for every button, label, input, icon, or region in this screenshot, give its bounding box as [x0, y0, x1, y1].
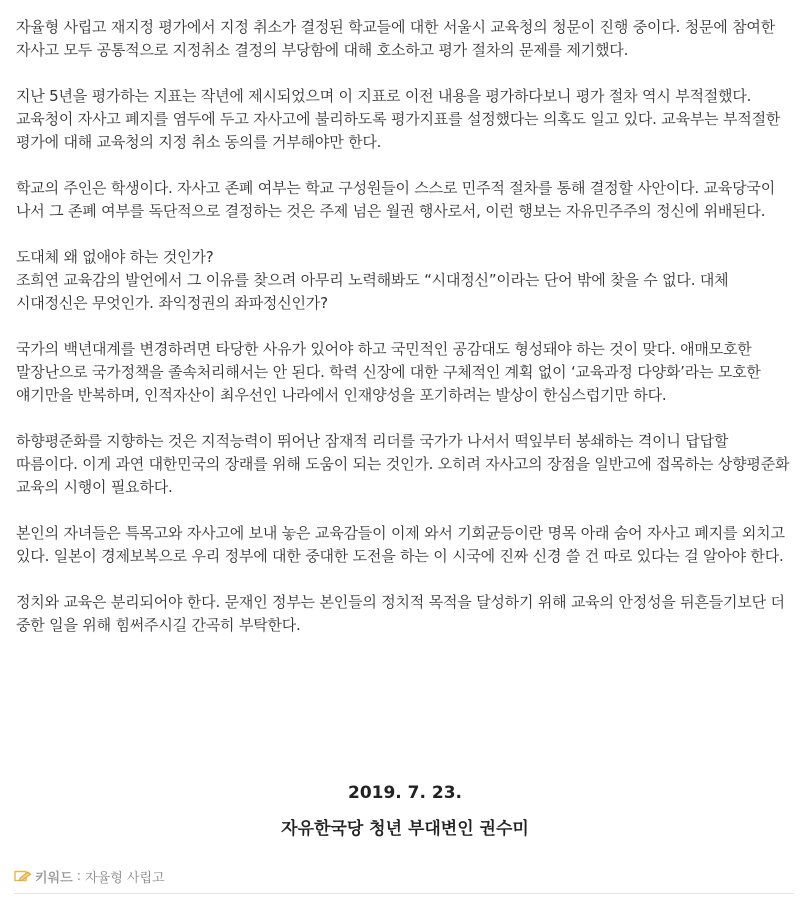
statement-author: 자유한국당 청년 부대변인 권수미 [281, 819, 529, 839]
keyword-bar [14, 866, 165, 886]
keyword-link[interactable]: 자율형 사립고 [85, 870, 165, 886]
pencil-icon [14, 869, 32, 883]
article-paragraph: 본인의 자녀들은 특목고와 자사고에 보내 놓은 교육감들이 이제 와서 기회균등이란 명목 아래 숨어 자사고 폐지를 외치고 있다. 일본이 경제보복으로 우리 정부에 대한 중대한 도전을 하는 이 시국에 진짜 신경 쓸 건 따로 있다는 걸 알아야 한다. [16, 524, 785, 565]
keyword-label: 키워드 [35, 870, 73, 886]
divider [14, 893, 794, 894]
article-paragraph: 자율형 사립고 재지정 평가에서 지정 취소가 결정된 학교들에 대한 서울시 교육청의 청문이 진행 중이다. 청문에 참여한 자사고 모두 공통적으로 지정취소 결정의 부당함에 대해 호소하고 평가 절차의 문제를 제기했다. [16, 18, 776, 59]
article-paragraph: 하향평준화를 지향하는 것은 지적능력이 뛰어난 잠재적 리더를 국가가 나서서 떡잎부터 봉쇄하는 격이니 답답할 따름이다. 이게 과연 대한민국의 장래를 위해 도움이 되는 것인가. 오히려 자사고의 장점을 일반고에 접목하는 상향평준화 교육의 시행이 필요하다. [16, 432, 790, 496]
article-body [16, 16, 794, 660]
keyword-separator: : [76, 868, 82, 884]
article-paragraph: 지난 5년을 평가하는 지표는 작년에 제시되었으며 이 지표로 이전 내용을 평가하다보니 평가 절차 역시 부적절했다. 교육청이 자사고 폐지를 염두에 두고 자사고에 불리하도록 평가지표를 설정했다는 의혹도 일고 있다. 교육부는 부적절한 평가에 대해 교육청의 지정 취소 동의를 거부해야만 한다. [16, 87, 781, 151]
article-paragraph: 정치와 교육은 분리되어야 한다. 문재인 정부는 본인들의 정치적 목적을 달성하기 위해 교육의 안정성을 뒤흔들기보단 더 중한 일을 위해 힘써주시길 간곡히 부탁한다. [16, 593, 785, 634]
article-paragraph: 국가의 백년대계를 변경하려면 타당한 사유가 있어야 하고 국민적인 공감대도 형성돼야 하는 것이 맞다. 애매모호한 말장난으로 국가정책을 졸속처리해서는 안 된다. 학력 신장에 대한 구체적인 계획 없이 ‘교육과정 다양화’라는 모호한 얘기만을 반복하며, 인적자산이 최우선인 나라에서 인재양성을 포기하려는 발상이 한심스럽기만 하다. [16, 340, 761, 404]
article-paragraph: 도대체 왜 없애야 하는 것인가? 조희연 교육감의 발언에서 그 이유를 찾으려 아무리 노력해봐도 “시대정신”이라는 단어 밖에 찾을 수 없다. 대체 시대정신은 무엇인가. 좌익정권의 좌파정신인가? [16, 248, 729, 312]
statement-date: 2019. 7. 23. [347, 783, 462, 803]
article-paragraph: 학교의 주인은 학생이다. 자사고 존폐 여부는 학교 구성원들이 스스로 민주적 절차를 통해 결정할 사안이다. 교육당국이 나서 그 존폐 여부를 독단적으로 결정하는 것은 주제 넘은 월권 행사로서, 이런 행보는 자유민주주의 정신에 위배된다. [16, 179, 776, 220]
